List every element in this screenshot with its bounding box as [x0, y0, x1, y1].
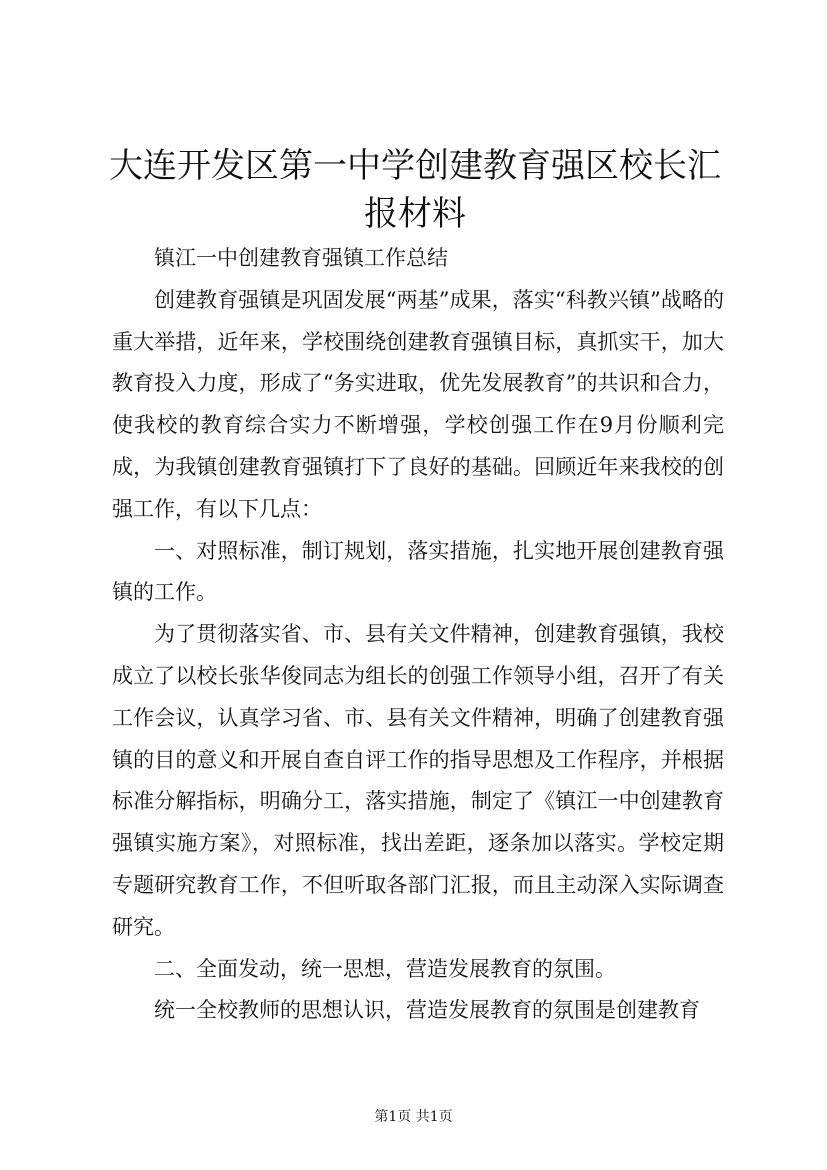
paragraph-section-one-body: 为了贯彻落实省、市、县有关文件精神，创建教育强镇，我校成立了以校长张华俊同志为组长的创强工作领导小组，召开了有关工作会议，认真学习省、市、县有关文件精神，明确了创建教育强镇的目的意义和开展自查自评工作的指导思想及工作程序，并根据标准分解指标，明确分工，落实措施，制定了《镇江一中创建教育强镇实施方案》，对照标准，找出差距，逐条加以落实。学校定期专题研究教育工作，不但听取各部门汇报，而且主动深入实际调查研究。	[112, 622, 724, 939]
page-footer: 第1页 共1页	[374, 1109, 453, 1125]
document-title: 大连开发区第一中学创建教育强区校长汇报材料	[109, 146, 721, 234]
paragraph-section-one-heading: 一、对照标准，制订规划，落实措施，扎实地开展创建教育强镇的工作。	[112, 538, 724, 605]
document-body	[112, 238, 724, 1032]
paragraph-section-two-heading: 二、全面发动，统一思想，营造发展教育的氛围。	[154, 956, 616, 981]
paragraph-intro: 创建教育强镇是巩固发展“两基”成果，落实“科教兴镇”战略的重大举措，近年来，学校围绕创建教育强镇目标，真抓实干，加大教育投入力度，形成了“务实进取，优先发展教育”的共识和合力，使我校的教育综合实力不断增强，学校创强工作在9月份顺利完成，为我镇创建教育强镇打下了良好的基础。回顾近年来我校的创强工作，有以下几点：	[112, 287, 724, 521]
paragraph-section-two-body: 统一全校教师的思想认识，营造发展教育的氛围是创建教育	[154, 998, 700, 1023]
paragraph-subtitle: 镇江一中创建教育强镇工作总结	[154, 246, 448, 270]
